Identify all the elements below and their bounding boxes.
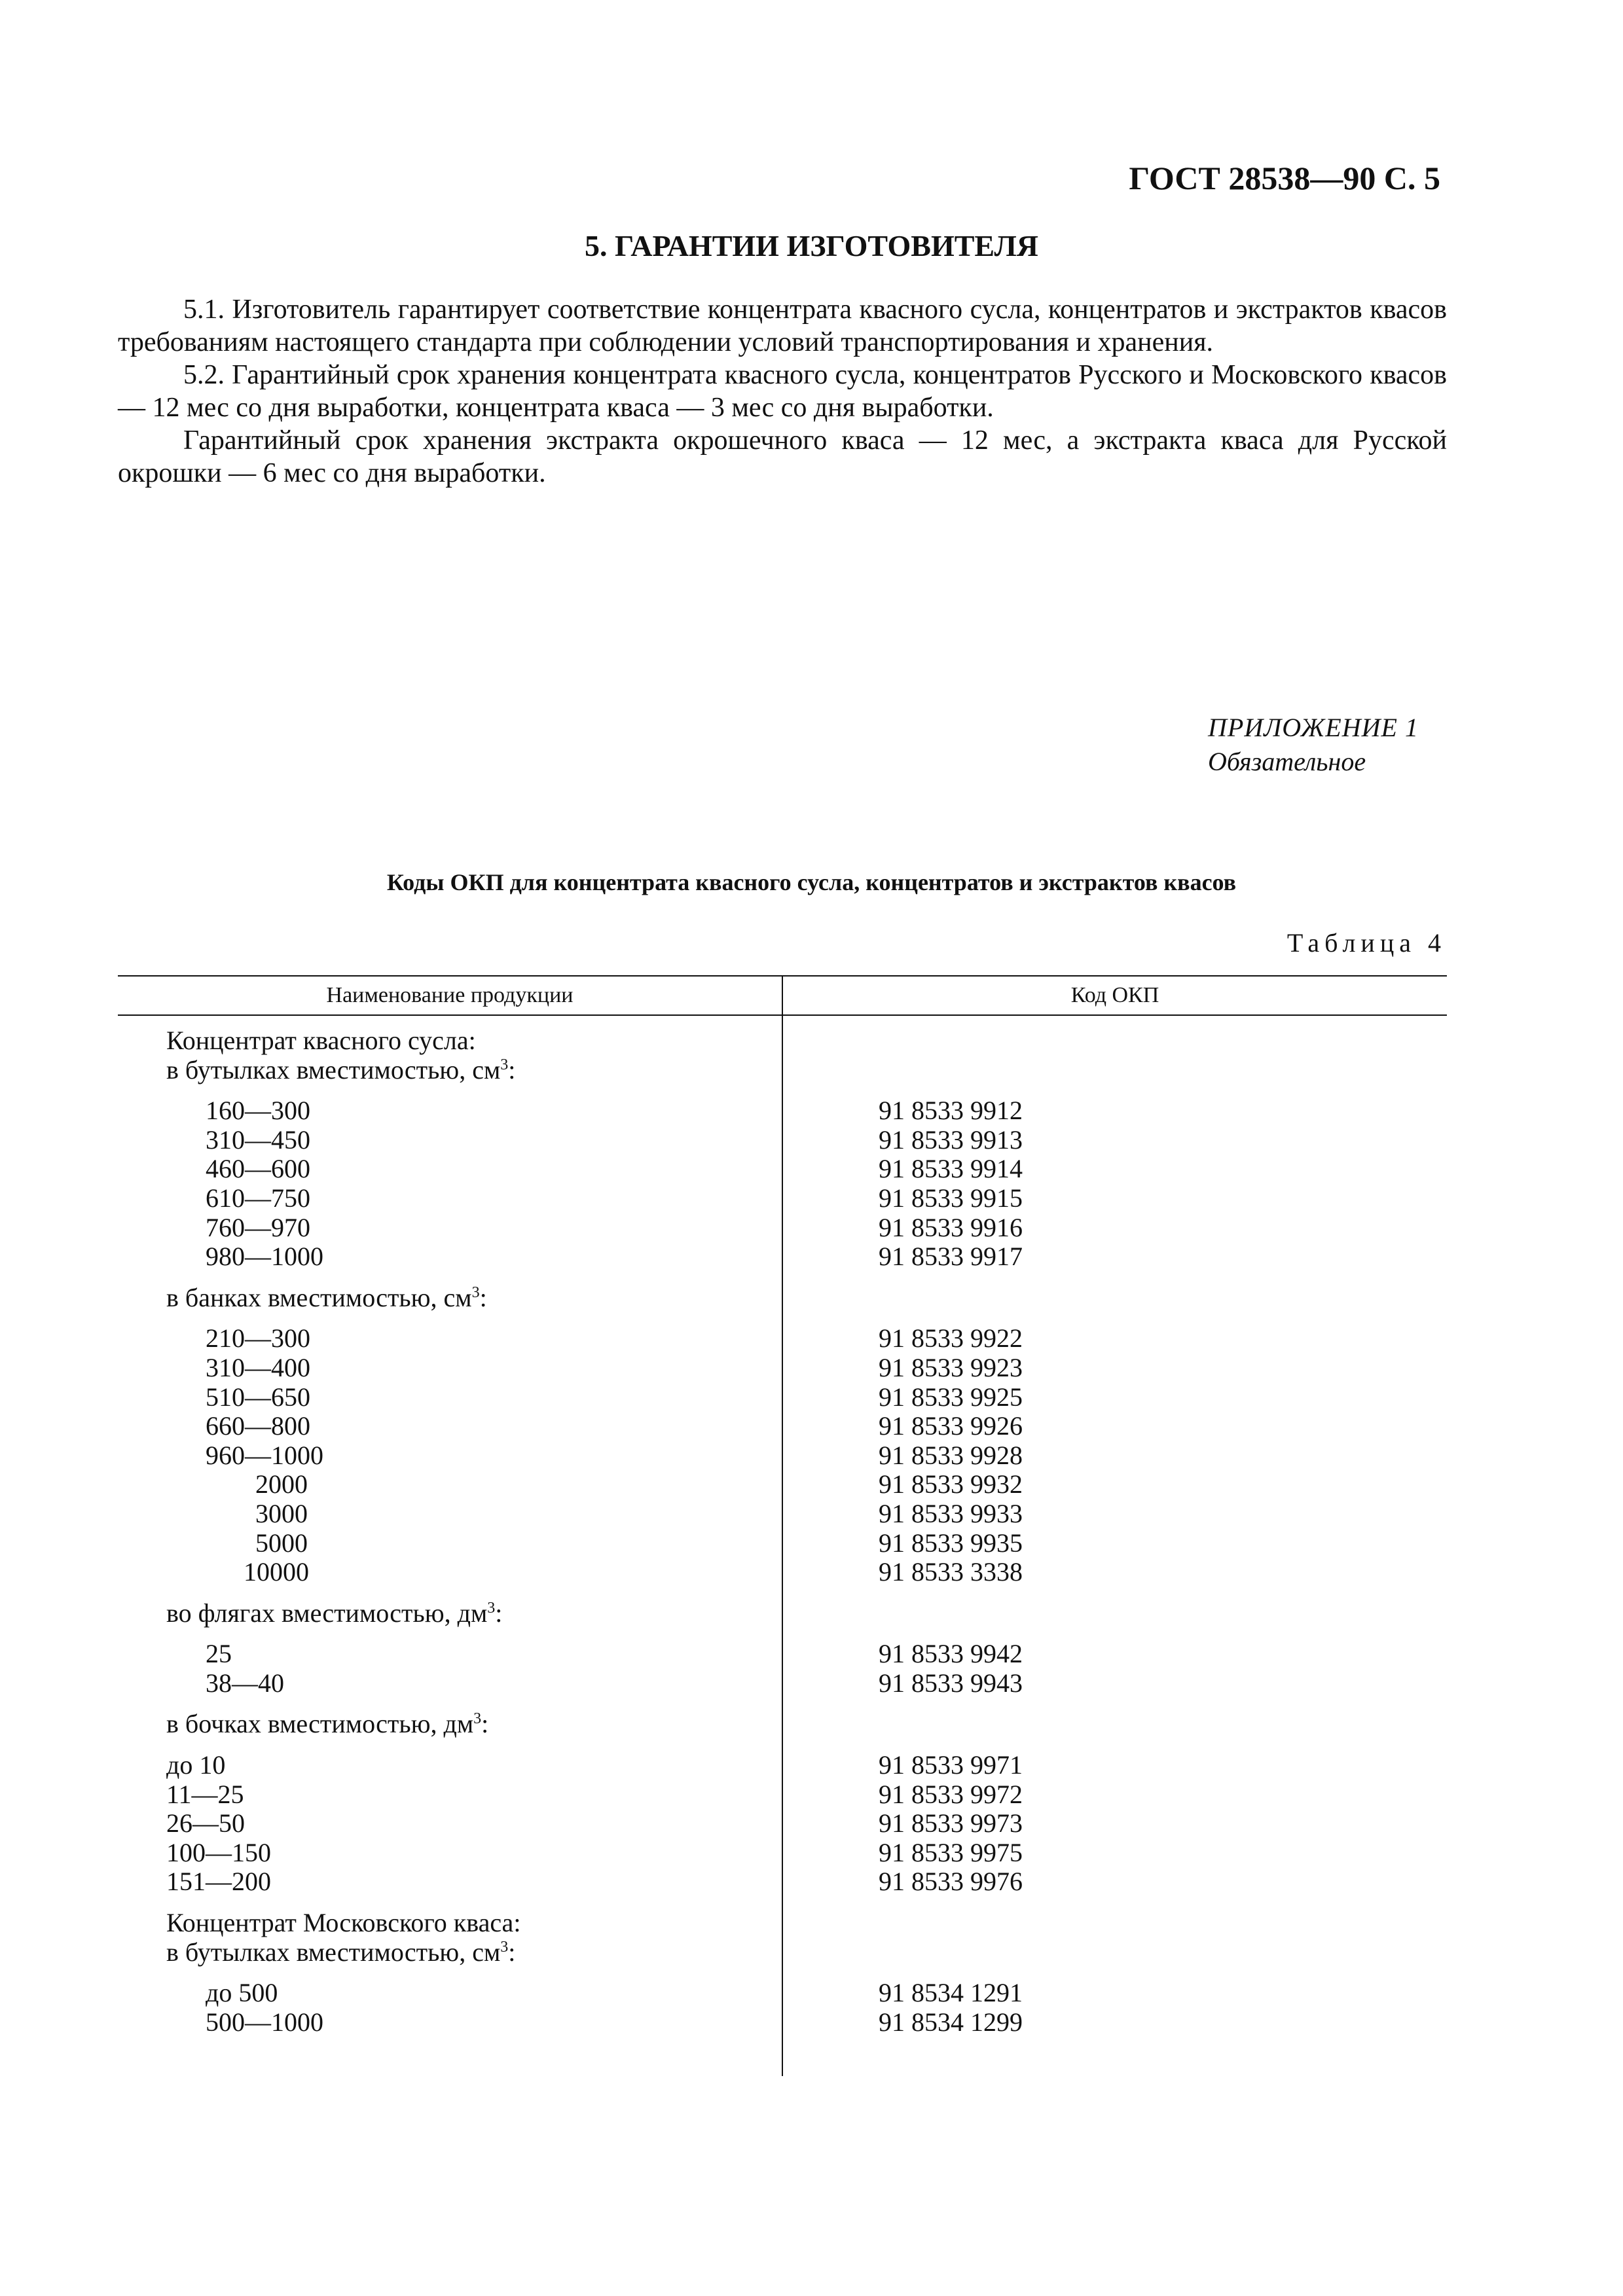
section-body: [118, 293, 1447, 490]
product-range: 5000: [255, 1528, 308, 1558]
product-range: 760—970: [206, 1212, 310, 1242]
table-row: [118, 1499, 1447, 1529]
okp-code: 91 8533 9915: [879, 1183, 1023, 1213]
table-row: [118, 1441, 1447, 1471]
table-label: Таблица 4: [1286, 928, 1446, 958]
okp-code: 91 8533 9972: [879, 1779, 1023, 1809]
table-row: [118, 2008, 1447, 2037]
product-range: 10000: [244, 1557, 309, 1587]
table-row: [118, 1213, 1447, 1243]
okp-code: 91 8533 9933: [879, 1498, 1023, 1528]
product-range: 660—800: [206, 1411, 310, 1441]
table-row: [118, 1839, 1447, 1868]
table-row: [118, 1242, 1447, 1272]
okp-code: 91 8533 9912: [879, 1096, 1023, 1126]
paragraph-5-2-continued: Гарантийный срок хранения экстракта окрошечного кваса — 12 мес, а экстракта кваса для Русской окрошки — 6 мес со дня выработки.: [118, 425, 1447, 488]
group-heading-text: во флягах вместимостью, $дм^3$:: [166, 1598, 503, 1628]
paragraph-5-2: 5.2. Гарантийный срок хранения концентрата квасного сусла, концентратов Русского и Московского квасов — 12 мес со дня выработки, концентрата кваса — 3 мес со дня выработки.: [118, 360, 1447, 423]
group-heading-text: Концентрат квасного сусла:: [166, 1026, 476, 1055]
group-heading: [118, 1056, 1447, 1085]
table-row: [118, 1470, 1447, 1499]
table-row: [118, 1751, 1447, 1780]
okp-code: 91 8534 1291: [879, 1978, 1023, 2008]
product-range: 210—300: [206, 1323, 310, 1354]
okp-code: 91 8533 9925: [879, 1382, 1023, 1412]
table-row: [118, 1354, 1447, 1383]
group-heading-text: в бутылках вместимостью, $см^3$:: [166, 1937, 516, 1967]
okp-code: 91 8533 9923: [879, 1352, 1023, 1382]
product-range: 960—1000: [206, 1440, 323, 1470]
product-range: 610—750: [206, 1183, 310, 1213]
product-range: 980—1000: [206, 1242, 323, 1272]
table-row: [118, 1155, 1447, 1184]
table-row: [118, 1096, 1447, 1126]
table-row: [118, 1412, 1447, 1441]
okp-code: 91 8533 9976: [879, 1867, 1023, 1897]
product-range: 310—400: [206, 1352, 310, 1382]
table-row: [118, 1669, 1447, 1698]
product-range: 3000: [255, 1498, 308, 1528]
section-title: 5. ГАРАНТИИ ИЗГОТОВИТЕЛЯ: [585, 229, 1038, 262]
group-heading-text: в банках вместимостью, $см^3$:: [166, 1282, 487, 1312]
paragraph-5-1: 5.1. Изготовитель гарантирует соответствие концентрата квасного сусла, концентратов и экстрактов квасов требованиям настоящего стандарта при соблюдении условий транспортирования и хранения.: [118, 295, 1447, 357]
product-range: 2000: [255, 1469, 308, 1499]
product-range: 460—600: [206, 1154, 310, 1184]
table-row: [118, 1529, 1447, 1558]
okp-codes-table: [118, 975, 1447, 2037]
appendix-label: [1208, 711, 1419, 779]
okp-code: 91 8533 9917: [879, 1242, 1023, 1272]
okp-code: 91 8533 3338: [879, 1557, 1023, 1587]
appendix-title: ПРИЛОЖЕНИЕ 1: [1208, 713, 1419, 742]
okp-code: 91 8533 9932: [879, 1469, 1023, 1499]
product-range: до 10: [166, 1750, 226, 1780]
okp-code: 91 8533 9975: [879, 1837, 1023, 1867]
page-header-doc-ref: ГОСТ 28538—90 С. 5: [1129, 160, 1440, 196]
product-range: 26—50: [166, 1808, 245, 1839]
group-heading: [118, 1938, 1447, 1967]
okp-code: 91 8533 9922: [879, 1323, 1023, 1354]
group-heading: [118, 1283, 1447, 1313]
table-row: [118, 1867, 1447, 1897]
okp-code: 91 8533 9928: [879, 1440, 1023, 1470]
okp-code: 91 8533 9973: [879, 1808, 1023, 1839]
product-range: 500—1000: [206, 2007, 323, 2037]
product-range: 11—25: [166, 1779, 244, 1809]
table-row: [118, 1324, 1447, 1354]
table-row: [118, 1126, 1447, 1155]
column-header-okp-code: Код ОКП: [1070, 983, 1159, 1007]
product-range: 38—40: [206, 1668, 284, 1698]
table-row: [118, 1809, 1447, 1839]
okp-code: 91 8533 9926: [879, 1411, 1023, 1441]
product-range: 160—300: [206, 1096, 310, 1126]
group-heading-text: в бутылках вместимостью, $см^3$:: [166, 1054, 516, 1085]
okp-code: 91 8534 1299: [879, 2007, 1023, 2037]
group-heading: [118, 1026, 1447, 1056]
okp-code: 91 8533 9943: [879, 1668, 1023, 1698]
product-range: 151—200: [166, 1867, 271, 1897]
product-range: до 500: [206, 1978, 278, 2008]
okp-code: 91 8533 9916: [879, 1212, 1023, 1242]
okp-code: 91 8533 9914: [879, 1154, 1023, 1184]
okp-code: 91 8533 9971: [879, 1750, 1023, 1780]
group-heading: [118, 1710, 1447, 1739]
table-row: [118, 1184, 1447, 1213]
appendix-subtitle: Обязательное: [1208, 747, 1366, 776]
okp-code: 91 8533 9942: [879, 1639, 1023, 1669]
table-row: [118, 1780, 1447, 1810]
product-range: 310—450: [206, 1124, 310, 1155]
table-header-row: [118, 975, 1447, 1016]
group-heading-text: в бочках вместимостью, $дм^3$:: [166, 1709, 489, 1739]
okp-code: 91 8533 9935: [879, 1528, 1023, 1558]
group-heading: [118, 1909, 1447, 1938]
product-range: 25: [206, 1639, 232, 1669]
table-body: [118, 1016, 1447, 2037]
table-row: [118, 1640, 1447, 1669]
okp-code: 91 8533 9913: [879, 1124, 1023, 1155]
group-heading: [118, 1599, 1447, 1628]
table-row: [118, 1383, 1447, 1412]
table-row: [118, 1558, 1447, 1587]
table-row: [118, 1979, 1447, 2008]
column-header-product-name: Наименование продукции: [118, 977, 783, 1014]
product-range: 100—150: [166, 1837, 271, 1867]
group-heading-text: Концентрат Московского кваса:: [166, 1908, 521, 1938]
table-caption: Коды ОКП для концентрата квасного сусла, концентратов и экстрактов квасов: [386, 869, 1237, 895]
product-range: 510—650: [206, 1382, 310, 1412]
